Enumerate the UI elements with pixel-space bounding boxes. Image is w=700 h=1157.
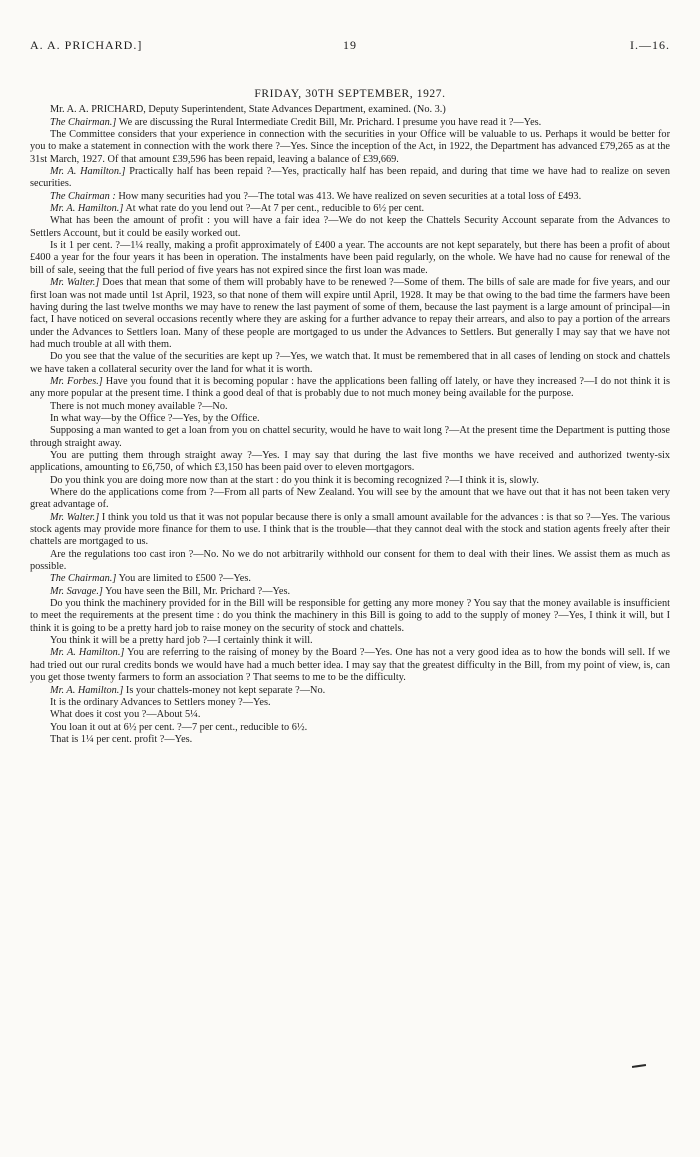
paragraph-text: You are limited to £500 ?—Yes. <box>116 573 251 585</box>
paragraph <box>30 450 670 475</box>
paragraph-text: Does that mean that some of them will probably have to be renewed ?—Some of them. The bills of sale are made for five years, and our first loan was not made until 1st April, 1923, so that none of them will expire until April, 1928. It may be that owing to the bad time the farmers have been having during the last twelve months we may have to renew the last payment of some of them, because the last payment is a large amount of principal—in fact, I have noticed on several occasions recently where they are asking for a further advance to repay their arrears, and also to pay a portion of the arrears under the Advances to Settlers loan. Many of these people are mortgaged to us under the Advances to Settlers. But generally I may say that we have not had much trouble at all with them. <box>30 277 670 350</box>
speaker-label: Mr. A. Hamilton.] <box>50 166 126 178</box>
paragraph <box>30 117 670 129</box>
paragraph-text: It is the ordinary Advances to Settlers money ?—Yes. <box>50 696 271 708</box>
paragraph <box>30 191 670 203</box>
paragraph <box>30 549 670 574</box>
paragraph-text: Is your chattels-money not kept separate ?—No. <box>123 684 326 696</box>
paragraph <box>30 277 670 351</box>
paragraph-text: Do you think you are doing more now than at the start : do you think it is becoming recognized ?—I think it is, slowly. <box>50 474 539 486</box>
paragraph-text: Have you found that it is becoming popular : have the applications been falling off lately, or have they increased ?—I do not think it is any more popular at the present time. I think a good deal of that is probably due to not much money being available for the purpose. <box>30 375 670 400</box>
paragraph-text: Do you see that the value of the securities are kept up ?—Yes, we watch that. It must be remembered that in all cases of lending on stock and chattels we have taken a collateral security over the land for what it is worth. <box>30 351 670 375</box>
paragraph <box>30 697 670 709</box>
paragraph <box>30 376 670 401</box>
speaker-label: Mr. A. Hamilton.] <box>50 203 124 215</box>
paragraph-text: Where do the applications come from ?—From all parts of New Zealand. You will see by the amount that we have out that it has not been taken very great advantage of. <box>30 487 670 511</box>
paragraph-text: Practically half has been repaid ?—Yes, practically half has been repaid, and during that time we have had to realize on seven securities. <box>30 166 670 190</box>
paragraph-text: There is not much money available ?—No. <box>50 400 228 412</box>
paragraph <box>30 722 670 734</box>
paragraph-text: You are referring to the raising of money by the Board ?—Yes. One has not a very good idea as to how the bonds will sell. If we had tried out our rural credits bonds we would have had a much better idea. I may say that the greatest difficulty in the Bill, from my point of view, is, can you get those twenty farmers to form an association ? That seems to me to be the difficulty. <box>30 647 670 684</box>
paragraph-text: I think you told us that it was not popular because there is only a small amount available for the advances : is that so ?—Yes. The various stock agents may provide more finance for them to use. I think that is the trouble—that they cannot deal with the stock and station agents freely after their chattels are mortgaged to us. <box>30 511 670 548</box>
speaker-label: Mr. Walter.] <box>50 511 100 523</box>
paragraph-text: You think it will be a pretty hard job ?—I certainly think it will. <box>50 635 313 647</box>
speaker-label: Mr. Savage.] <box>50 585 103 597</box>
paragraph-text: Supposing a man wanted to get a loan from you on chattel security, would he have to wait long ?—At the present time the Department is putting those through straight away. <box>30 425 670 449</box>
paragraph <box>30 475 670 487</box>
paragraph <box>30 129 670 166</box>
speaker-label: Mr. Forbes.] <box>50 375 103 387</box>
paragraph-text: At what rate do you lend out ?—At 7 per cent., reducible to 6½ per cent. <box>123 203 425 215</box>
paragraph-text: The Committee considers that your experience in connection with the securities in your Office will be valuable to us. Perhaps it would be better for you to make a statement in connection with the work there ?—Yes. Since the inception of the Act, in 1922, the Department has advanced £79,265 as at the 31st March, 1927. Of that amount £39,596 has been repaid, leaving a balance of £39,669. <box>30 129 670 165</box>
paragraph <box>30 573 670 585</box>
paragraph-text: Are the regulations too cast iron ?—No. No we do not arbitrarily withhold our consent for them to deal with their lines. We assist them as much as possible. <box>30 548 670 573</box>
end-mark <box>632 1064 646 1068</box>
paragraph <box>30 425 670 450</box>
speaker-label: The Chairman.] <box>50 116 117 128</box>
paragraph <box>30 647 670 684</box>
paragraph-text: Do you think the machinery provided for in the Bill will be responsible for getting any more money ? You say that the money available is insufficient to meet the requirements at the present time : do you think the machinery in this Bill is going to add to the supply of money ?—Yes, I think it will, but I think it is going to be a pretty hard job to raise money on the security of stock and chattels. <box>30 598 670 634</box>
speaker-label: The Chairman : <box>50 190 116 202</box>
paper-reference: I.—16. <box>630 38 670 52</box>
paragraph <box>30 586 670 598</box>
paragraph-text: We are discussing the Rural Intermediate Credit Bill, Mr. Prichard. I presume you have read it ?—Yes. <box>116 116 542 128</box>
paragraph <box>30 203 670 215</box>
paragraph <box>30 734 670 746</box>
speaker-label: Mr. A. Hamilton.] <box>50 684 124 696</box>
paragraph <box>30 401 670 413</box>
paragraph <box>30 598 670 635</box>
paragraph-text: What has been the amount of profit : you will have a fair idea ?—We do not keep the Chattels Security Account separate from the Advances to Settlers Account, but it could be easily worked out. <box>30 215 670 239</box>
speaker-label: Mr. Walter.] <box>50 277 100 289</box>
document-body <box>30 88 670 746</box>
paragraph-text: How many securities had you ?—The total was 413. We have realized on seven securities at a total loss of £493. <box>115 190 582 202</box>
paragraph <box>30 104 670 116</box>
paragraph-text: Is it 1 per cent. ?—1¼ really, making a profit approximately of £400 a year. The accounts are not kept separately, but there has been a profit of about £400 a year for the four years it has been in operation. The instalments have been paid regularly, on the whole. We have had no cause for renewal of the bill of sale, seeing that the full period of five years has not expired since the first loan was made. <box>30 240 670 276</box>
paragraph <box>30 635 670 647</box>
speaker-label: Mr. A. Hamilton.] <box>50 647 125 659</box>
paragraph-list <box>30 104 670 746</box>
paragraph <box>30 166 670 191</box>
dateline: FRIDAY, 30TH SEPTEMBER, 1927. <box>254 88 446 100</box>
paragraph <box>30 709 670 721</box>
paragraph-text: What does it cost you ?—About 5¼. <box>50 709 201 721</box>
paragraph-text: You are putting them through straight away ?—Yes. I may say that during the last five months we have received and authorized twenty-six applications, amounting to £6,750, of which £3,150 has been paid over to eleven mortgagors. <box>30 449 670 474</box>
paragraph <box>30 351 670 376</box>
paragraph <box>30 240 670 277</box>
paragraph <box>30 487 670 512</box>
page-number: 19 <box>343 38 357 52</box>
paragraph-text: Mr. A. A. PRICHARD, Deputy Superintendent, State Advances Department, examined. (No. 3.) <box>50 104 446 116</box>
speaker-label: The Chairman.] <box>50 573 117 585</box>
paragraph <box>30 215 670 240</box>
paragraph-text: You have seen the Bill, Mr. Prichard ?—Yes. <box>102 585 291 597</box>
paragraph-text: That is 1¼ per cent. profit ?—Yes. <box>50 733 193 745</box>
paragraph <box>30 685 670 697</box>
paragraph-text: You loan it out at 6½ per cent. ?—7 per cent., reducible to 6½. <box>50 721 308 733</box>
paragraph <box>30 512 670 549</box>
paragraph <box>30 413 670 425</box>
header-witness-name: A. A. PRICHARD.] <box>30 38 143 52</box>
paragraph-text: In what way—by the Office ?—Yes, by the Office. <box>50 412 260 424</box>
